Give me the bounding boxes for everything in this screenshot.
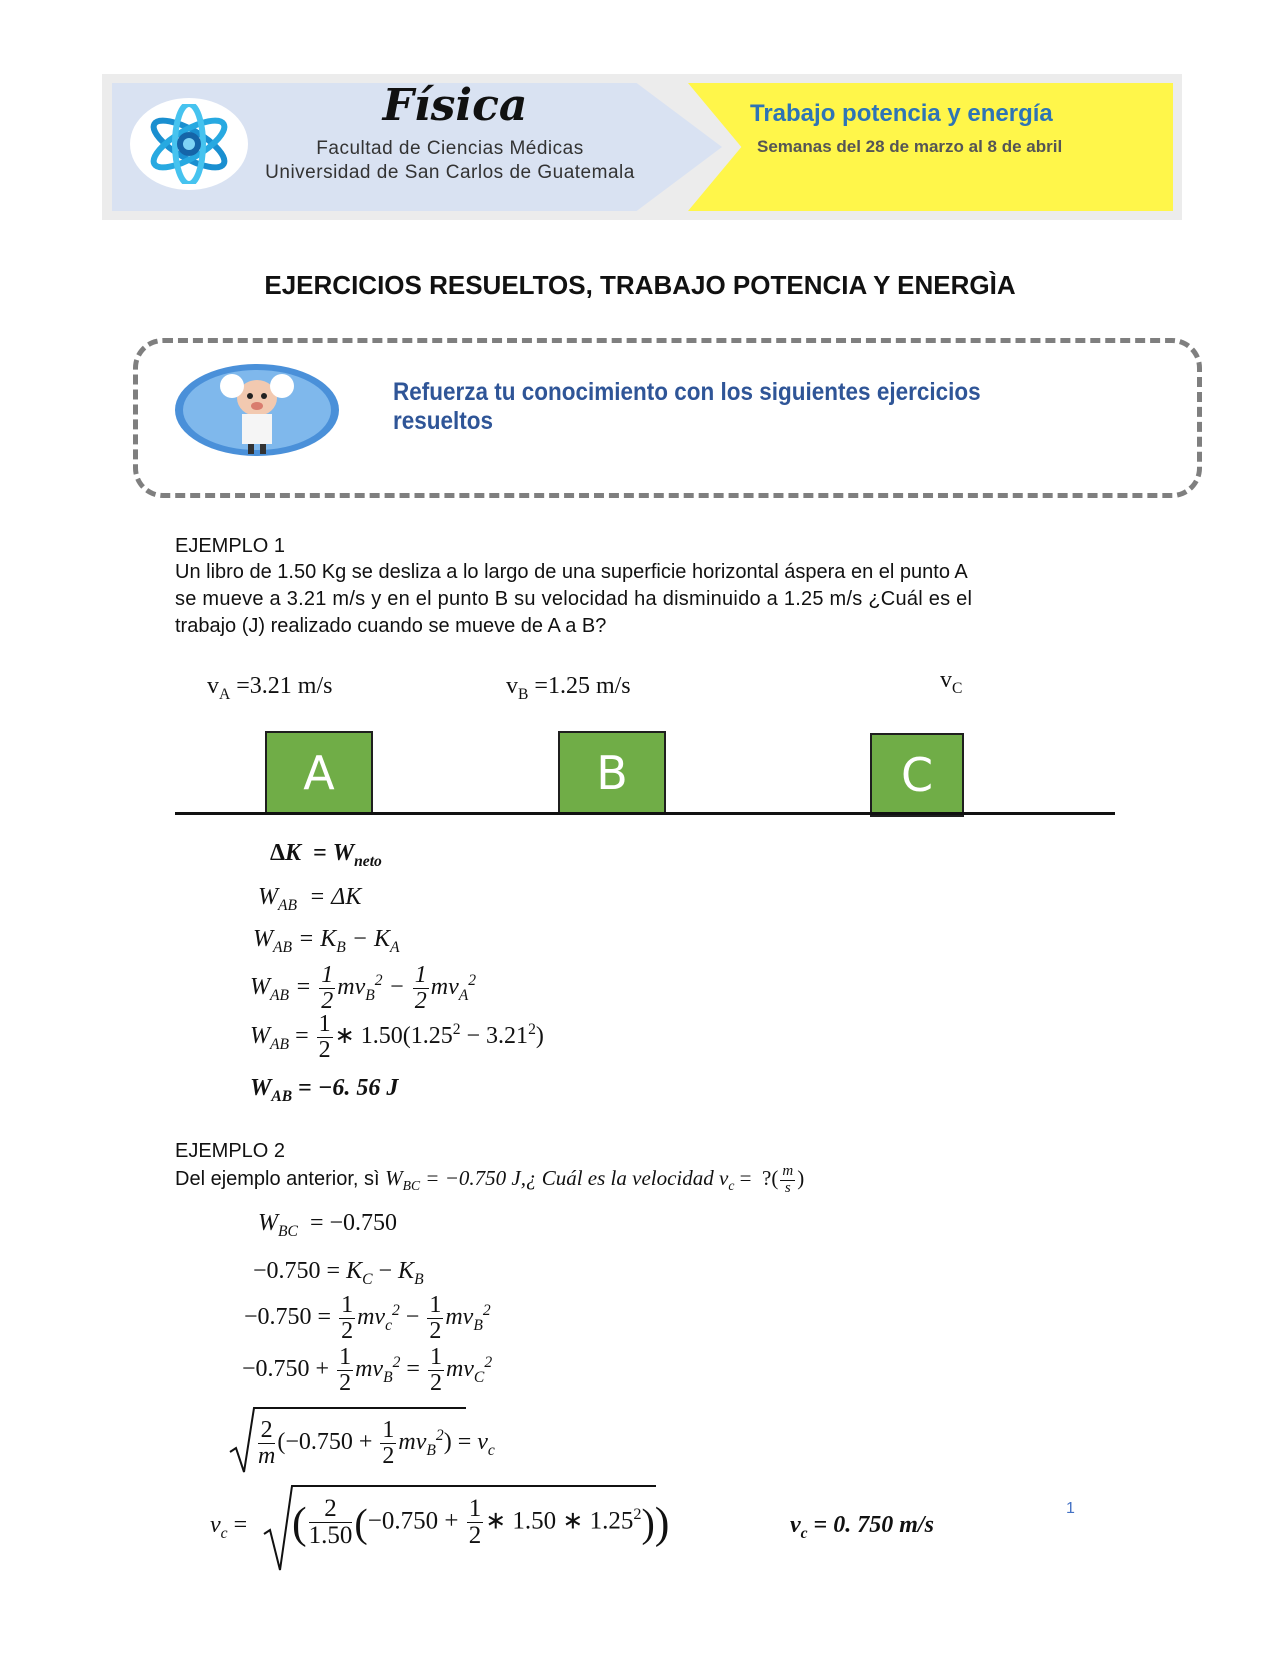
example2-result-value: 0. 750 m/s <box>833 1512 934 1538</box>
example1-result-value: −6. 56 J <box>317 1075 399 1101</box>
page-number: 1 <box>1066 1500 1075 1517</box>
eq2-half-terms: −0.750 = $\frac{1}{2}$ $mv_c^2$ − $\frac{1}{2}$ $mv_B^2$ <box>244 1292 491 1345</box>
example1-line2: se mueve a 3.21 m/s y en el punto B su velocidad ha disminuido a 1.25 m/s ¿Cuál es el <box>175 588 973 610</box>
example2-question-prefix: Del ejemplo anterior, sì <box>175 1168 386 1191</box>
example1-line3: trabajo (J) realizado cuando se mueve de A a B? <box>175 615 607 637</box>
header-title: Física <box>382 80 528 131</box>
box-a: A <box>265 731 373 815</box>
eq2-vc-label: $v_c$ = <box>210 1512 248 1542</box>
example1-heading: EJEMPLO 1 <box>175 535 286 557</box>
header-weeks: Semanas del 28 de marzo al 8 de abril <box>757 137 1063 156</box>
va-label: $v_A =3.21$ m/s <box>207 673 333 703</box>
example2-question: Del ejemplo anterior, sì $W_{BC} = -0.750$ J,¿ Cuál es la velocidad $v_c$ = ?( $\frac{m}{s}$ ) <box>175 1163 805 1196</box>
eq1-wab-dk: $W_{AB} = \Delta K$ <box>258 884 362 914</box>
eq1-wab-kb-ka: $W_{AB} = K_B - K_A$ <box>253 926 400 956</box>
scientist-illustration-icon <box>172 358 342 463</box>
eq1-result: $W_{AB} = -6$. 56 J <box>250 1075 399 1105</box>
ground-line <box>175 812 1115 815</box>
box-c: C <box>870 733 964 817</box>
eq2-result: $v_c = 0$. 750 m/s <box>790 1512 934 1542</box>
example1-line1: Un libro de 1.50 Kg se desliza a lo largo de una superficie horizontal áspera en el punto A <box>175 561 968 583</box>
callout-text: Refuerza tu conocimiento con los siguientes ejercicios resueltos <box>393 378 981 435</box>
eq1-wab-half: $W_{AB}$ = $\frac{1}{2}$ $mv_B^2$ − $\frac{1}{2}$ $mv_A^2$ <box>250 962 477 1015</box>
page-title: EJERCICIOS RESUELTOS, TRABAJO POTENCIA Y ENERGÌA <box>264 270 1016 300</box>
header-faculty: Facultad de Ciencias Médicas <box>316 138 584 159</box>
eq2-wbc: $W_{BC} = -0.750$ <box>258 1210 398 1240</box>
eq1-delta-k: $\Delta K = W_{neto}$ <box>270 840 382 870</box>
vc-label: $v_C$ <box>940 667 963 697</box>
header-university: Universidad de San Carlos de Guatemala <box>265 162 635 183</box>
box-b: B <box>558 731 666 815</box>
eq2-sqrt-expression: $\frac{2}{m}$ (−0.750 + $\frac{1}{2}$ $mv_B^2) = v_c$ <box>258 1417 495 1470</box>
eq2-vc-numeric: ( $\frac{2}{1.50}$ (−0.750 + $\frac{1}{2}$ ∗ 1.50 ∗ 1.25$^2$)) <box>292 1495 670 1550</box>
header-topic: Trabajo potencia y energía <box>750 100 1053 127</box>
va-value: =3.21 m/s <box>236 673 333 699</box>
vb-label: $v_B =1.25$ m/s <box>506 673 631 703</box>
vb-value: =1.25 m/s <box>534 673 631 699</box>
eq2-rearranged: −0.750 + $\frac{1}{2}$ $mv_B^2$ = $\frac{1}{2}$ $mv_C^2$ <box>242 1344 493 1397</box>
example2-heading: EJEMPLO 2 <box>175 1140 286 1162</box>
example2-question-mid: ,¿ Cuál es la velocidad <box>520 1166 720 1191</box>
eq2-kc-kb: $-0.750 = K_C - K_B$ <box>253 1258 424 1288</box>
eq1-wab-numeric: $W_{AB}$ = $\frac{1}{2}$ ∗ $1.50(1.25^2 - 3.21^2)$ <box>250 1011 544 1064</box>
